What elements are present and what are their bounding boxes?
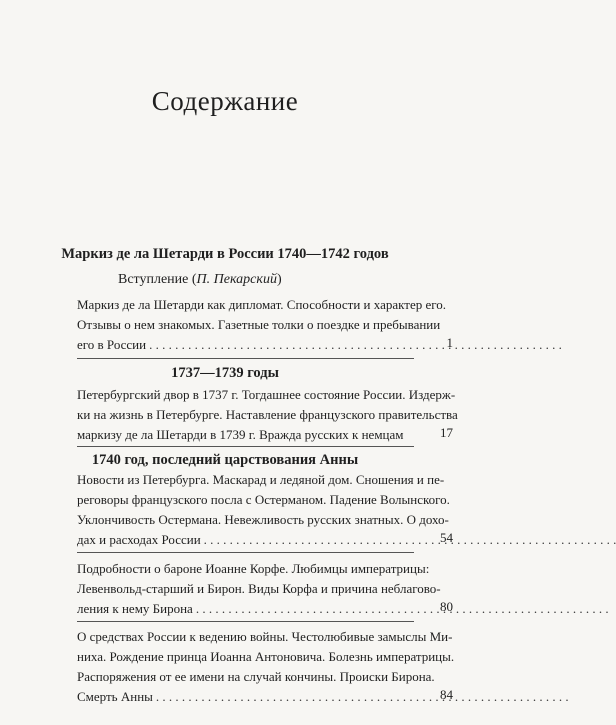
- entry-line-last: [77, 687, 395, 707]
- entry-line: ниха. Рождение принца Иоанна Антоновича. Болезнь императрицы.: [77, 649, 455, 664]
- entry-line: ки на жизнь в Петербурге. Наставление французского правительства: [77, 407, 458, 422]
- toc-entry-3: [77, 470, 453, 550]
- entry-line-text: маркизу де ла Шетарди в 1739 г. Вражда русских к немцам: [77, 427, 404, 442]
- entry-line: Уклончивость Остермана. Невежливость русских знатных. О дохо-: [77, 512, 449, 527]
- page-number: 17: [440, 425, 453, 440]
- entry-line-text: Смерть Анны: [77, 689, 153, 704]
- entry-line: Подробности о бароне Иоанне Корфе. Любимцы императрицы:: [77, 561, 430, 576]
- intro-author: П. Пекарский: [196, 272, 277, 287]
- intro-line: [118, 272, 282, 288]
- divider: [77, 621, 414, 622]
- entry-line-last: [77, 335, 395, 355]
- section-heading-3: 1740 год, последний царствования Анны: [91, 452, 359, 468]
- entry-line: Отзывы о нем знакомых. Газетные толки о поездке и пребывании: [77, 317, 441, 332]
- toc-entry-2: [77, 385, 458, 445]
- entry-line: Распоряжения от ее имени на случай кончины. Происки Бирона.: [77, 669, 435, 684]
- section-heading-1: Маркиз де ла Шетарди в России 1740—1742 годов: [61, 246, 389, 262]
- entry-line-text: ления к нему Бирона: [77, 601, 193, 616]
- entry-line: Новости из Петербурга. Маскарад и ледяной дом. Сношения и пе-: [77, 472, 445, 487]
- divider: [77, 446, 414, 447]
- page-title: Содержание: [151, 86, 299, 116]
- toc-entry-1: [77, 295, 453, 355]
- entry-line: О средствах России к ведению войны. Честолюбивые замыслы Ми-: [77, 629, 453, 644]
- entry-line-last: [77, 530, 395, 550]
- entry-line: Маркиз де ла Шетарди как дипломат. Способности и характер его.: [77, 297, 446, 312]
- dot-leader: [149, 335, 562, 355]
- toc-entry-4: [77, 559, 453, 619]
- intro-close: ): [276, 272, 282, 287]
- page-number: 54: [440, 530, 453, 545]
- toc-entry-5: [77, 627, 455, 707]
- entry-line: Петербургский двор в 1737 г. Тогдашнее состояние России. Издерж-: [77, 387, 456, 402]
- dot-leader: [156, 687, 569, 707]
- entry-line: Левенвольд-старший и Бирон. Виды Корфа и причина неблагово-: [77, 581, 441, 596]
- entry-line-last: [77, 599, 395, 619]
- entry-line-text: дах и расходах России: [77, 532, 201, 547]
- dot-leader: [196, 599, 609, 619]
- section-heading-2: 1737—1739 годы: [171, 365, 279, 381]
- entry-line-last: [77, 425, 404, 445]
- page-number: 84: [440, 687, 453, 702]
- entry-line-text: его в России: [77, 337, 147, 352]
- divider: [77, 358, 414, 359]
- page-number: 80: [440, 599, 453, 614]
- entry-line: реговоры французского посла с Остерманом. Падение Волынского.: [77, 492, 450, 507]
- dot-leader: [204, 530, 616, 550]
- divider: [77, 552, 414, 553]
- page-number: 1: [446, 335, 453, 350]
- intro-label: Вступление (: [118, 272, 197, 287]
